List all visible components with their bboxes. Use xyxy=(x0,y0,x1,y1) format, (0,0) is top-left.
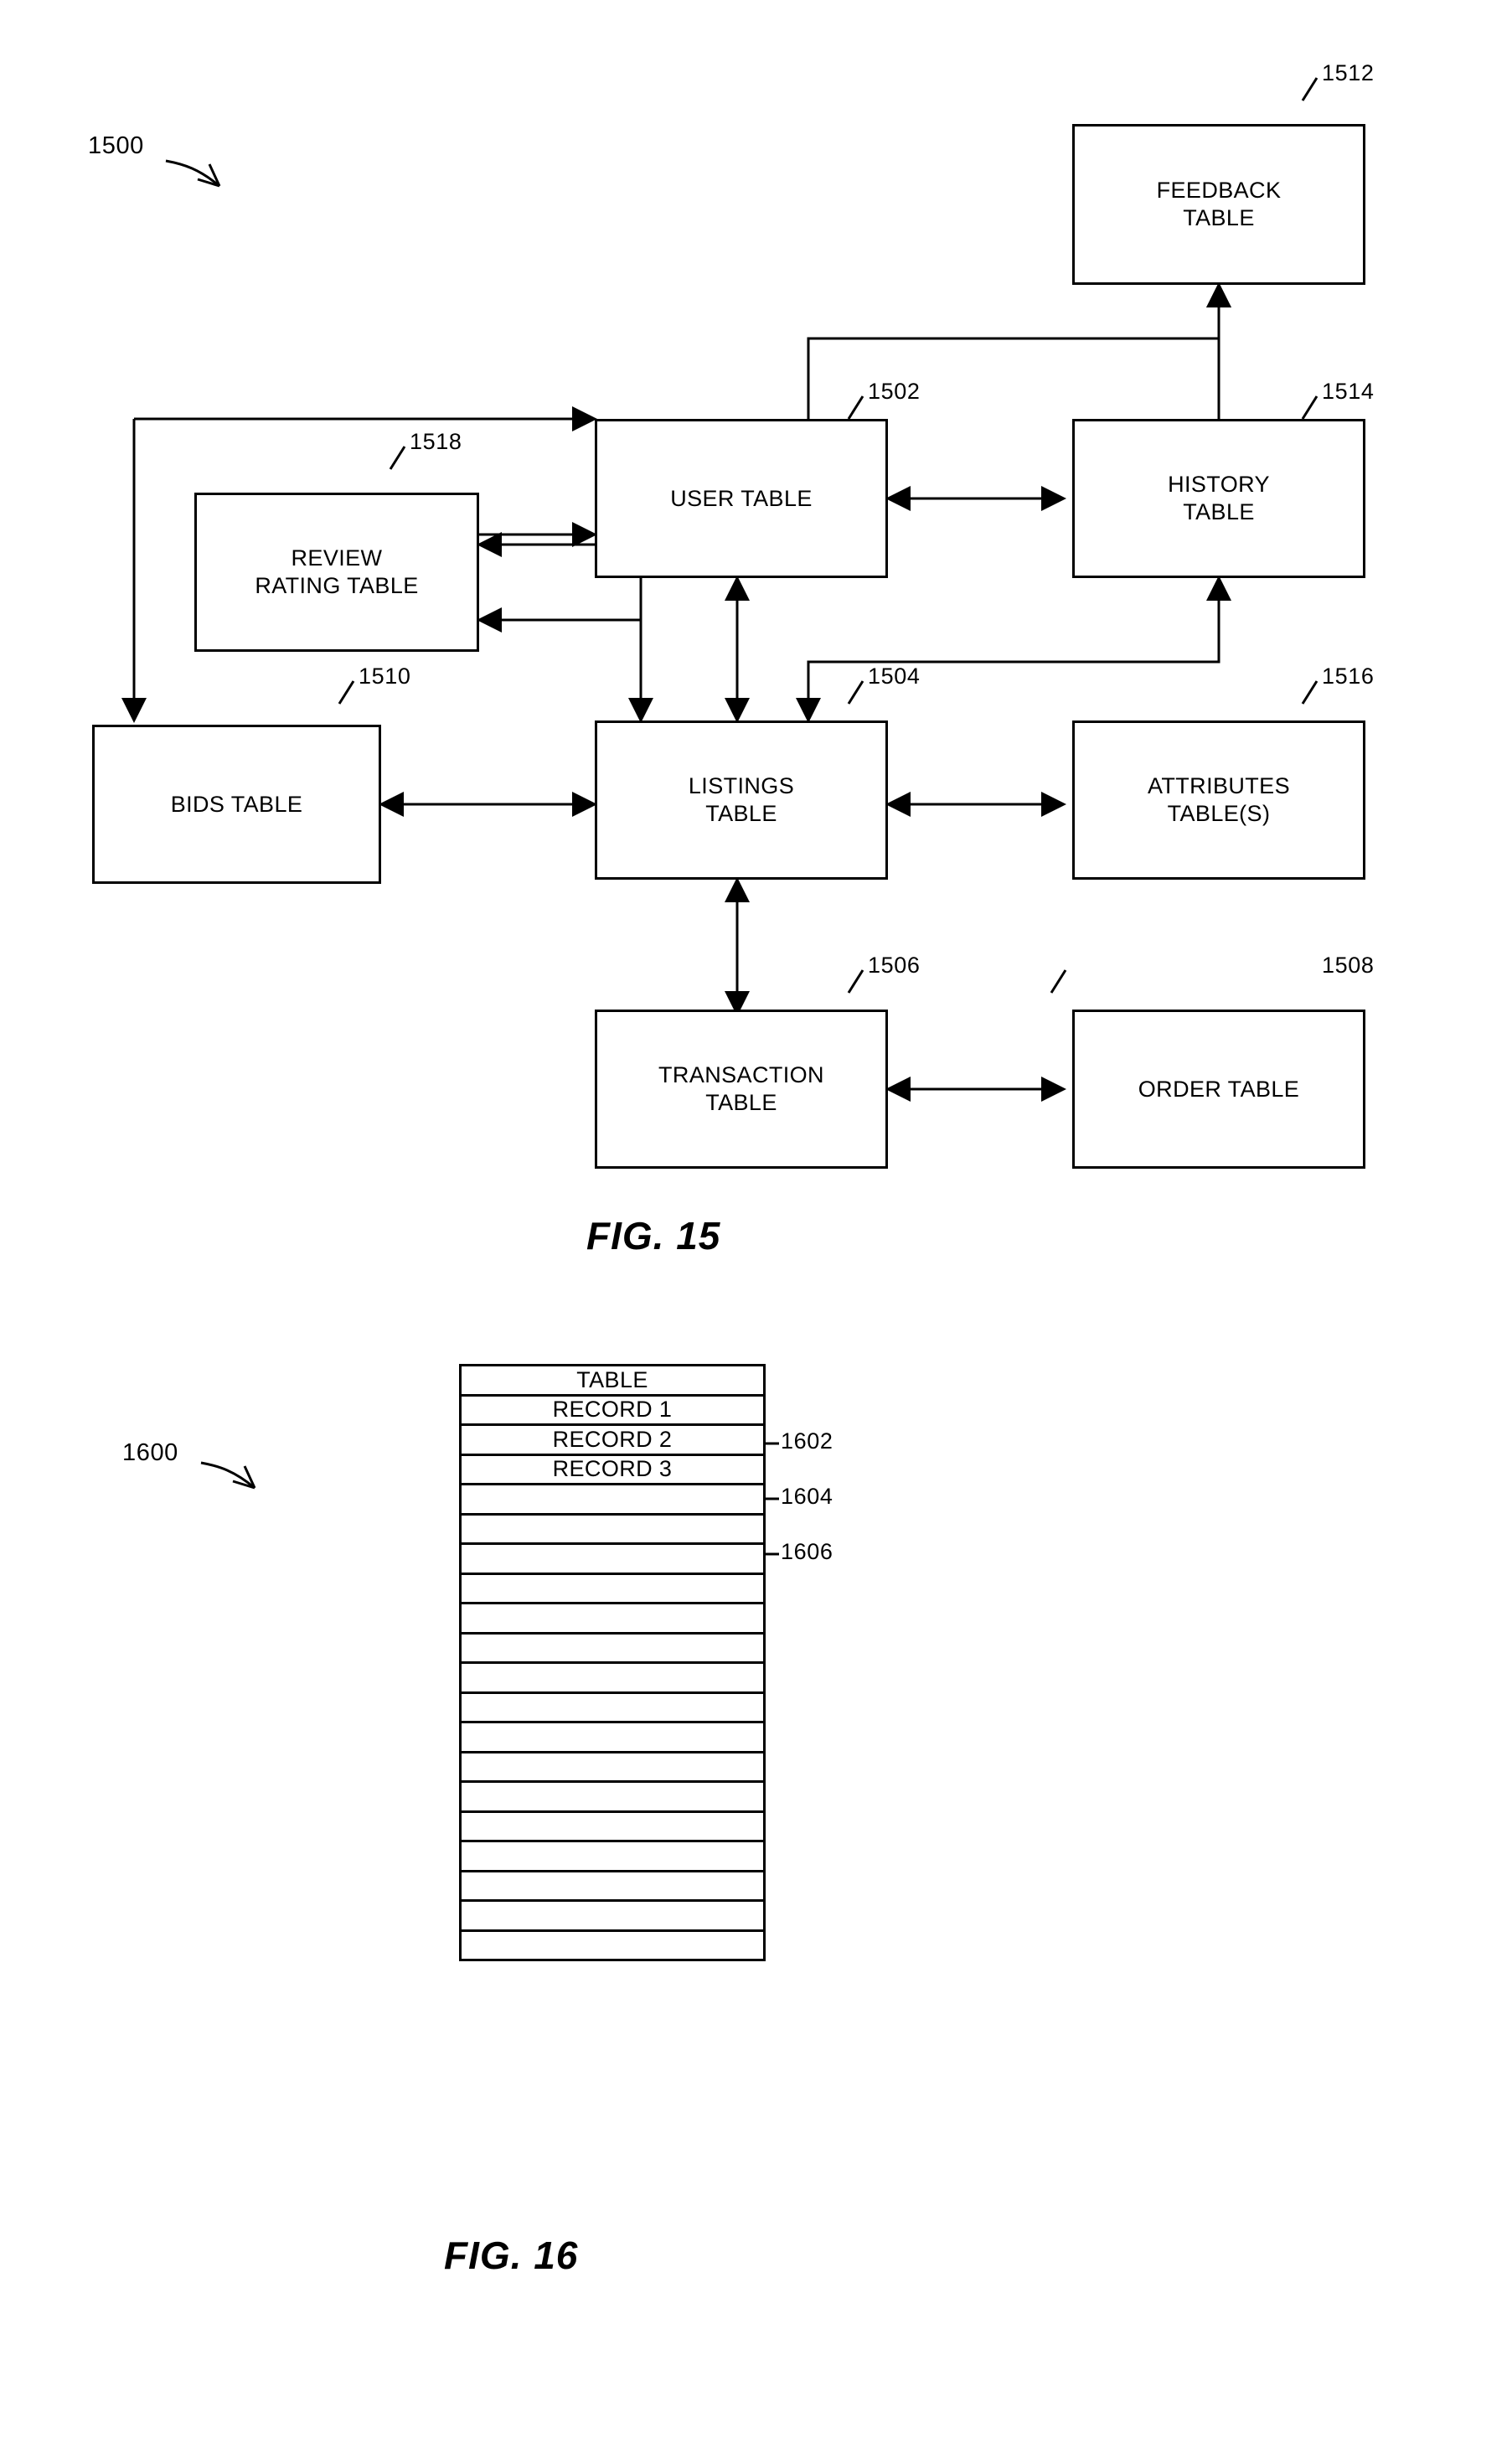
node-review-rating-table[interactable] xyxy=(194,493,479,652)
node-history-table[interactable] xyxy=(1072,419,1365,578)
table-row-empty[interactable] xyxy=(462,1604,763,1635)
record-1-label: RECORD 1 xyxy=(552,1397,673,1423)
ref-1502: 1502 xyxy=(868,379,921,404)
node-bids-table-label: BIDS TABLE xyxy=(170,791,303,817)
table-row-empty[interactable] xyxy=(462,1516,763,1546)
node-attributes-table-label: ATTRIBUTES TABLE(S) xyxy=(1147,773,1290,826)
fig-16-label: FIG. 16 xyxy=(444,2234,579,2277)
ref-1508: 1508 xyxy=(1322,953,1375,978)
node-order-table[interactable] xyxy=(1072,1010,1365,1169)
ref-1514: 1514 xyxy=(1322,379,1375,404)
node-history-table-label: HISTORY TABLE xyxy=(1168,472,1270,524)
node-listings-table-label: LISTINGS TABLE xyxy=(688,773,795,826)
table-row-empty[interactable] xyxy=(462,1783,763,1813)
ref-1602: 1602 xyxy=(781,1428,833,1454)
table-header-row xyxy=(462,1366,763,1397)
table-row-empty[interactable] xyxy=(462,1932,763,1962)
node-order-table-label: ORDER TABLE xyxy=(1138,1076,1300,1102)
table-row[interactable] xyxy=(462,1397,763,1427)
ref-1518: 1518 xyxy=(410,429,462,454)
node-bids-table[interactable] xyxy=(92,725,381,884)
ref-1600: 1600 xyxy=(122,1439,178,1466)
node-review-rating-table-label: REVIEW RATING TABLE xyxy=(255,545,419,598)
node-attributes-table[interactable] xyxy=(1072,720,1365,880)
node-user-table[interactable] xyxy=(595,419,888,578)
node-user-table-label: USER TABLE xyxy=(670,485,813,511)
node-listings-table[interactable] xyxy=(595,720,888,880)
table-row-empty[interactable] xyxy=(462,1694,763,1724)
ref-1604: 1604 xyxy=(781,1484,833,1509)
node-feedback-table[interactable] xyxy=(1072,124,1365,285)
table-row-empty[interactable] xyxy=(462,1545,763,1575)
fig-15-label: FIG. 15 xyxy=(586,1214,721,1258)
table-row-empty[interactable] xyxy=(462,1813,763,1843)
table-row[interactable] xyxy=(462,1426,763,1456)
table-row-empty[interactable] xyxy=(462,1664,763,1694)
fig16-table xyxy=(459,1364,766,1961)
node-feedback-table-label: FEEDBACK TABLE xyxy=(1156,178,1282,230)
ref-1516: 1516 xyxy=(1322,664,1375,689)
record-3-label: RECORD 3 xyxy=(552,1456,673,1482)
ref-1506: 1506 xyxy=(868,953,921,978)
table-row[interactable] xyxy=(462,1456,763,1486)
ref-1500: 1500 xyxy=(88,132,144,159)
record-2-label: RECORD 2 xyxy=(552,1426,673,1452)
table-row-empty[interactable] xyxy=(462,1902,763,1932)
table-header-label: TABLE xyxy=(576,1366,648,1392)
ref-1504: 1504 xyxy=(868,664,921,689)
table-row-empty[interactable] xyxy=(462,1575,763,1605)
ref-1512: 1512 xyxy=(1322,60,1375,85)
table-row-empty[interactable] xyxy=(462,1485,763,1516)
ref-1606: 1606 xyxy=(781,1539,833,1564)
ref-1510: 1510 xyxy=(359,664,411,689)
node-transaction-table-label: TRANSACTION TABLE xyxy=(658,1062,824,1115)
table-row-empty[interactable] xyxy=(462,1635,763,1665)
table-row-empty[interactable] xyxy=(462,1842,763,1872)
table-row-empty[interactable] xyxy=(462,1723,763,1753)
table-row-empty[interactable] xyxy=(462,1753,763,1784)
node-transaction-table[interactable] xyxy=(595,1010,888,1169)
table-row-empty[interactable] xyxy=(462,1872,763,1903)
